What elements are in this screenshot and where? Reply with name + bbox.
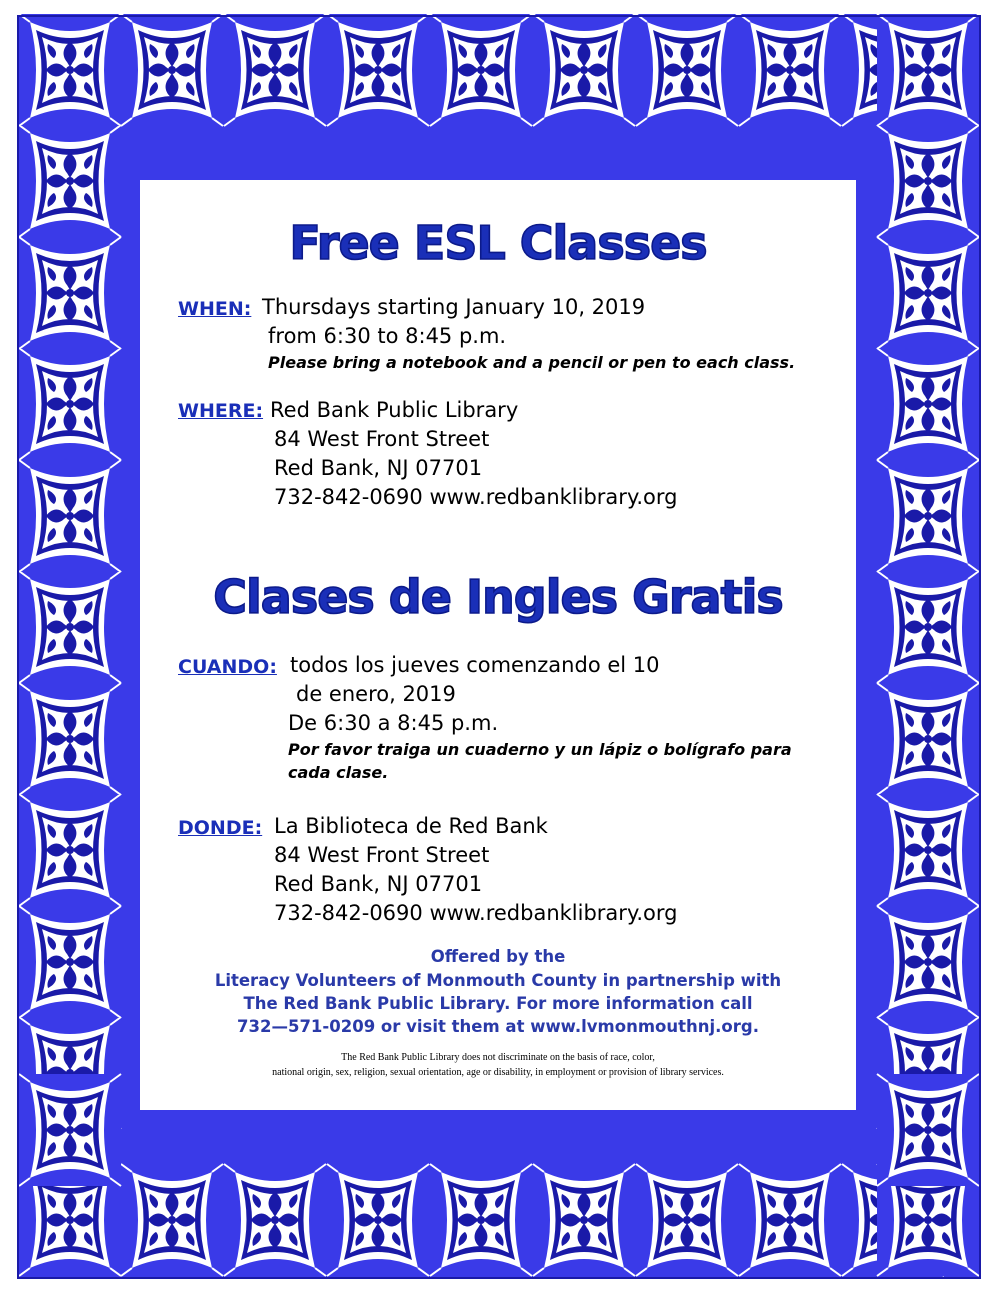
fleur-tile-icon: [877, 906, 979, 1018]
donde-line-3: Red Bank, NJ 07701: [274, 872, 483, 896]
fleur-tile-icon: [430, 14, 532, 126]
where-line-3: Red Bank, NJ 07701: [274, 456, 483, 480]
fleur-tile-icon: [636, 1164, 738, 1276]
when-line-1: Thursdays starting January 10, 2019: [262, 295, 646, 319]
cuando-label: CUANDO:: [178, 656, 277, 678]
where-line-4: 732-842-0690 www.redbanklibrary.org: [274, 485, 678, 509]
fleur-tile-icon: [19, 1074, 121, 1186]
fleur-tile-icon: [19, 14, 121, 126]
cuando-line-1: todos los jueves comenzando el 10: [290, 653, 660, 677]
offered-line-3: The Red Bank Public Library. For more information call: [243, 994, 753, 1013]
fleur-tile-icon: [877, 125, 979, 237]
fleur-tile-icon: [224, 14, 326, 126]
offered-line-1: Offered by the: [430, 947, 566, 966]
fleur-tile-icon: [533, 1164, 635, 1276]
fleur-tile-icon: [224, 1164, 326, 1276]
fleur-tile-icon: [19, 794, 121, 906]
fleur-tile-icon: [739, 14, 841, 126]
fleur-tile-icon: [877, 571, 979, 683]
fleur-tile-icon: [636, 14, 738, 126]
when-note: Please bring a notebook and a pencil or pen to each class.: [268, 353, 796, 372]
fleur-tile-icon: [877, 683, 979, 795]
when-line-2: from 6:30 to 8:45 p.m.: [268, 324, 507, 348]
disclaimer-line-1: The Red Bank Public Library does not discriminate on the basis of race, color,: [341, 1052, 655, 1063]
cuando-note-1: Por favor traiga un cuaderno y un lápiz o bolígrafo para: [288, 740, 792, 759]
donde-label: DONDE:: [178, 817, 263, 839]
when-label: WHEN:: [178, 298, 252, 320]
cuando-line-2: de enero, 2019: [296, 682, 456, 706]
where-line-1: Red Bank Public Library: [270, 398, 519, 422]
fleur-tile-icon: [19, 683, 121, 795]
fleur-tile-icon: [121, 1164, 223, 1276]
fleur-tile-icon: [19, 906, 121, 1018]
fleur-tile-icon: [19, 571, 121, 683]
fleur-tile-icon: [877, 460, 979, 572]
spanish-title: Clases de Ingles Gratis: [213, 570, 783, 624]
content-panel: [140, 180, 856, 1110]
fleur-tile-icon: [327, 1164, 429, 1276]
fleur-tile-icon: [430, 1164, 532, 1276]
fleur-tile-icon: [739, 1164, 841, 1276]
fleur-tile-icon: [19, 348, 121, 460]
offered-line-2: Literacy Volunteers of Monmouth County in partnership with: [214, 971, 782, 990]
fleur-tile-icon: [121, 14, 223, 126]
fleur-tile-icon: [877, 237, 979, 349]
cuando-note-2: cada clase.: [288, 763, 389, 782]
disclaimer-line-2: national origin, sex, religion, sexual orientation, age or disability, in employment or provision of library services.: [272, 1067, 724, 1078]
fleur-tile-icon: [19, 125, 121, 237]
fleur-tile-icon: [533, 14, 635, 126]
where-label: WHERE:: [178, 400, 264, 422]
where-line-2: 84 West Front Street: [274, 427, 490, 451]
donde-line-2: 84 West Front Street: [274, 843, 490, 867]
offered-line-4: 732—571-0209 or visit them at www.lvmonmouthnj.org.: [237, 1017, 759, 1036]
english-title: Free ESL Classes: [289, 216, 707, 270]
fleur-tile-icon: [877, 1074, 979, 1186]
donde-line-4: 732-842-0690 www.redbanklibrary.org: [274, 901, 678, 925]
donde-line-1: La Biblioteca de Red Bank: [274, 814, 548, 838]
fleur-tile-icon: [19, 237, 121, 349]
cuando-line-3: De 6:30 a 8:45 p.m.: [288, 711, 499, 735]
fleur-tile-icon: [19, 460, 121, 572]
fleur-tile-icon: [877, 794, 979, 906]
fleur-tile-icon: [877, 14, 979, 126]
fleur-tile-icon: [327, 14, 429, 126]
fleur-tile-icon: [877, 348, 979, 460]
